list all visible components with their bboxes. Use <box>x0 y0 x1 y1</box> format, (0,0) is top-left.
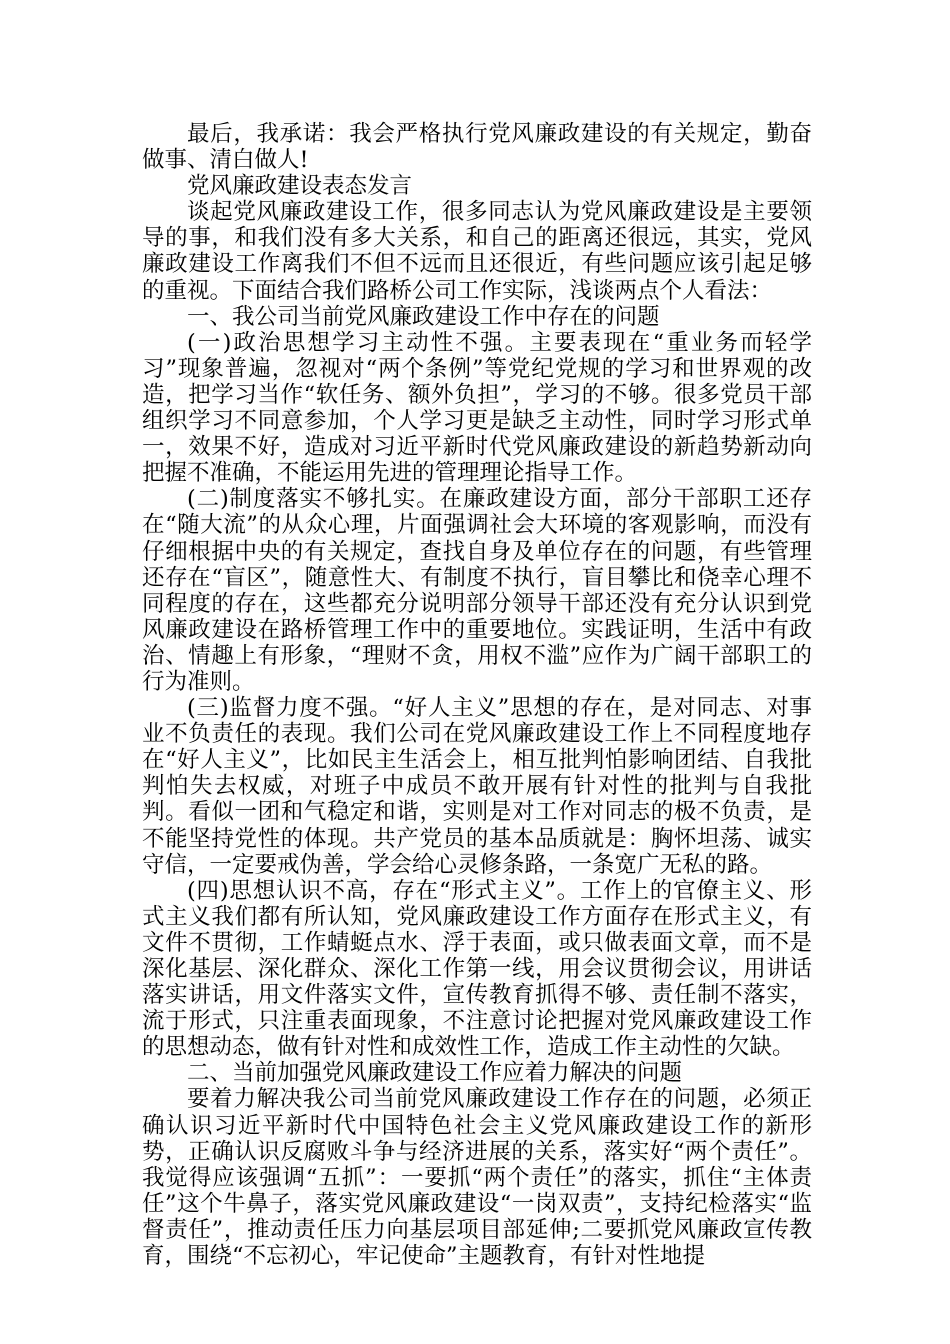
issue-paragraph-3: (三)监督力度不强。“好人主义”思想的存在，是对同志、对事业不负责任的表现。我们公司在党风廉政建设工作上不同程度地存在“好人主义”，比如民主生活会上，相互批判怕影响团结、自我批判怕失去权威，对班子中成员不敢开展有针对性的批判与自我批判。看似一团和气稳定和谐，实则是对工作对同志的极不负责，是不能坚持党性的体现。共产党员的基本品质就是：胸怀坦荡、诚实守信，一定要戒伪善，学会给心灵修条路，一条宽广无私的路。 <box>142 695 812 878</box>
issue-paragraph-2: (二)制度落实不够扎实。在廉政建设方面，部分干部职工还存在“随大流”的从众心理，片面强调社会大环境的客观影响，而没有仔细根据中央的有关规定，查找自身及单位存在的问题，有些管理还存在“盲区”，随意性大、有制度不执行，盲目攀比和侥幸心理不同程度的存在，这些都充分说明部分领导干部还没有充分认识到党风廉政建设在路桥管理工作中的重要地位。实践证明，生活中有政治、情趣上有形象，“理财不贪，用权不滥”应作为广阔干部职工的行为准则。 <box>142 486 812 695</box>
document-body <box>142 121 812 1269</box>
issue-paragraph-4: (四)思想认识不高，存在“形式主义”。工作上的官僚主义、形式主义我们都有所认知，党风廉政建设工作方面存在形式主义，有文件不贯彻，工作蜻蜓点水、浮于表面，或只做表面文章，而不是深化基层、深化群众、深化工作第一线，用会议贯彻会议，用讲话落实讲话，用文件落实文件，宣传教育抓得不够、责任制不落实，流于形式，只注重表面现象，不注意讨论把握对党风廉政建设工作的思想动态，做有针对性和成效性工作，造成工作主动性的欠缺。 <box>142 877 812 1061</box>
intro-paragraph: 谈起党风廉政建设工作，很多同志认为党风廉政建设是主要领导的事，和我们没有多大关系，和自己的距离还很远，其实，党风廉政建设工作离我们不但不远而且还很近，有些问题应该引起足够的重视。下面结合我们路桥公司工作实际，浅谈两点个人看法： <box>142 199 812 304</box>
speech-title: 党风廉政建设表态发言 <box>187 173 413 200</box>
issue-paragraph-1: (一)政治思想学习主动性不强。主要表现在“重业务而轻学习”现象普遍，忽视对“两个条例”等党纪党规的学习和世界观的改造，把学习当作“软任务、额外负担”，学习的不够。很多党员干部组织学习不同意参加，个人学习更是缺乏主动性，同时学习形式单一，效果不好，造成对习近平新时代党风廉政建设的新趋势新动向把握不准确，不能运用先进的管理理论指导工作。 <box>142 329 812 487</box>
solution-paragraph: 要着力解决我公司当前党风廉政建设工作存在的问题，必须正确认识习近平新时代中国特色社会主义党风廉政建设工作的新形势，正确认识反腐败斗争与经济进展的关系，落实好“两个责任”。我觉得应该强调“五抓”：一要抓“两个责任”的落实，抓住“主体责任”这个牛鼻子，落实党风廉政建设“一岗双责”，支持纪检落实“监督责任”，推动责任压力向基层项目部延伸;二要抓党风廉政宣传教育，围绕“不忘初心，牢记使命”主题教育，有针对性地提 <box>142 1086 812 1270</box>
closing-paragraph: 最后，我承诺：我会严格执行党风廉政建设的有关规定，勤奋做事、清白做人! <box>142 121 812 174</box>
section-heading-2: 二、当前加强党风廉政建设工作应着力解决的问题 <box>187 1060 683 1087</box>
section-heading-1: 一、我公司当前党风廉政建设工作中存在的问题 <box>187 303 660 330</box>
